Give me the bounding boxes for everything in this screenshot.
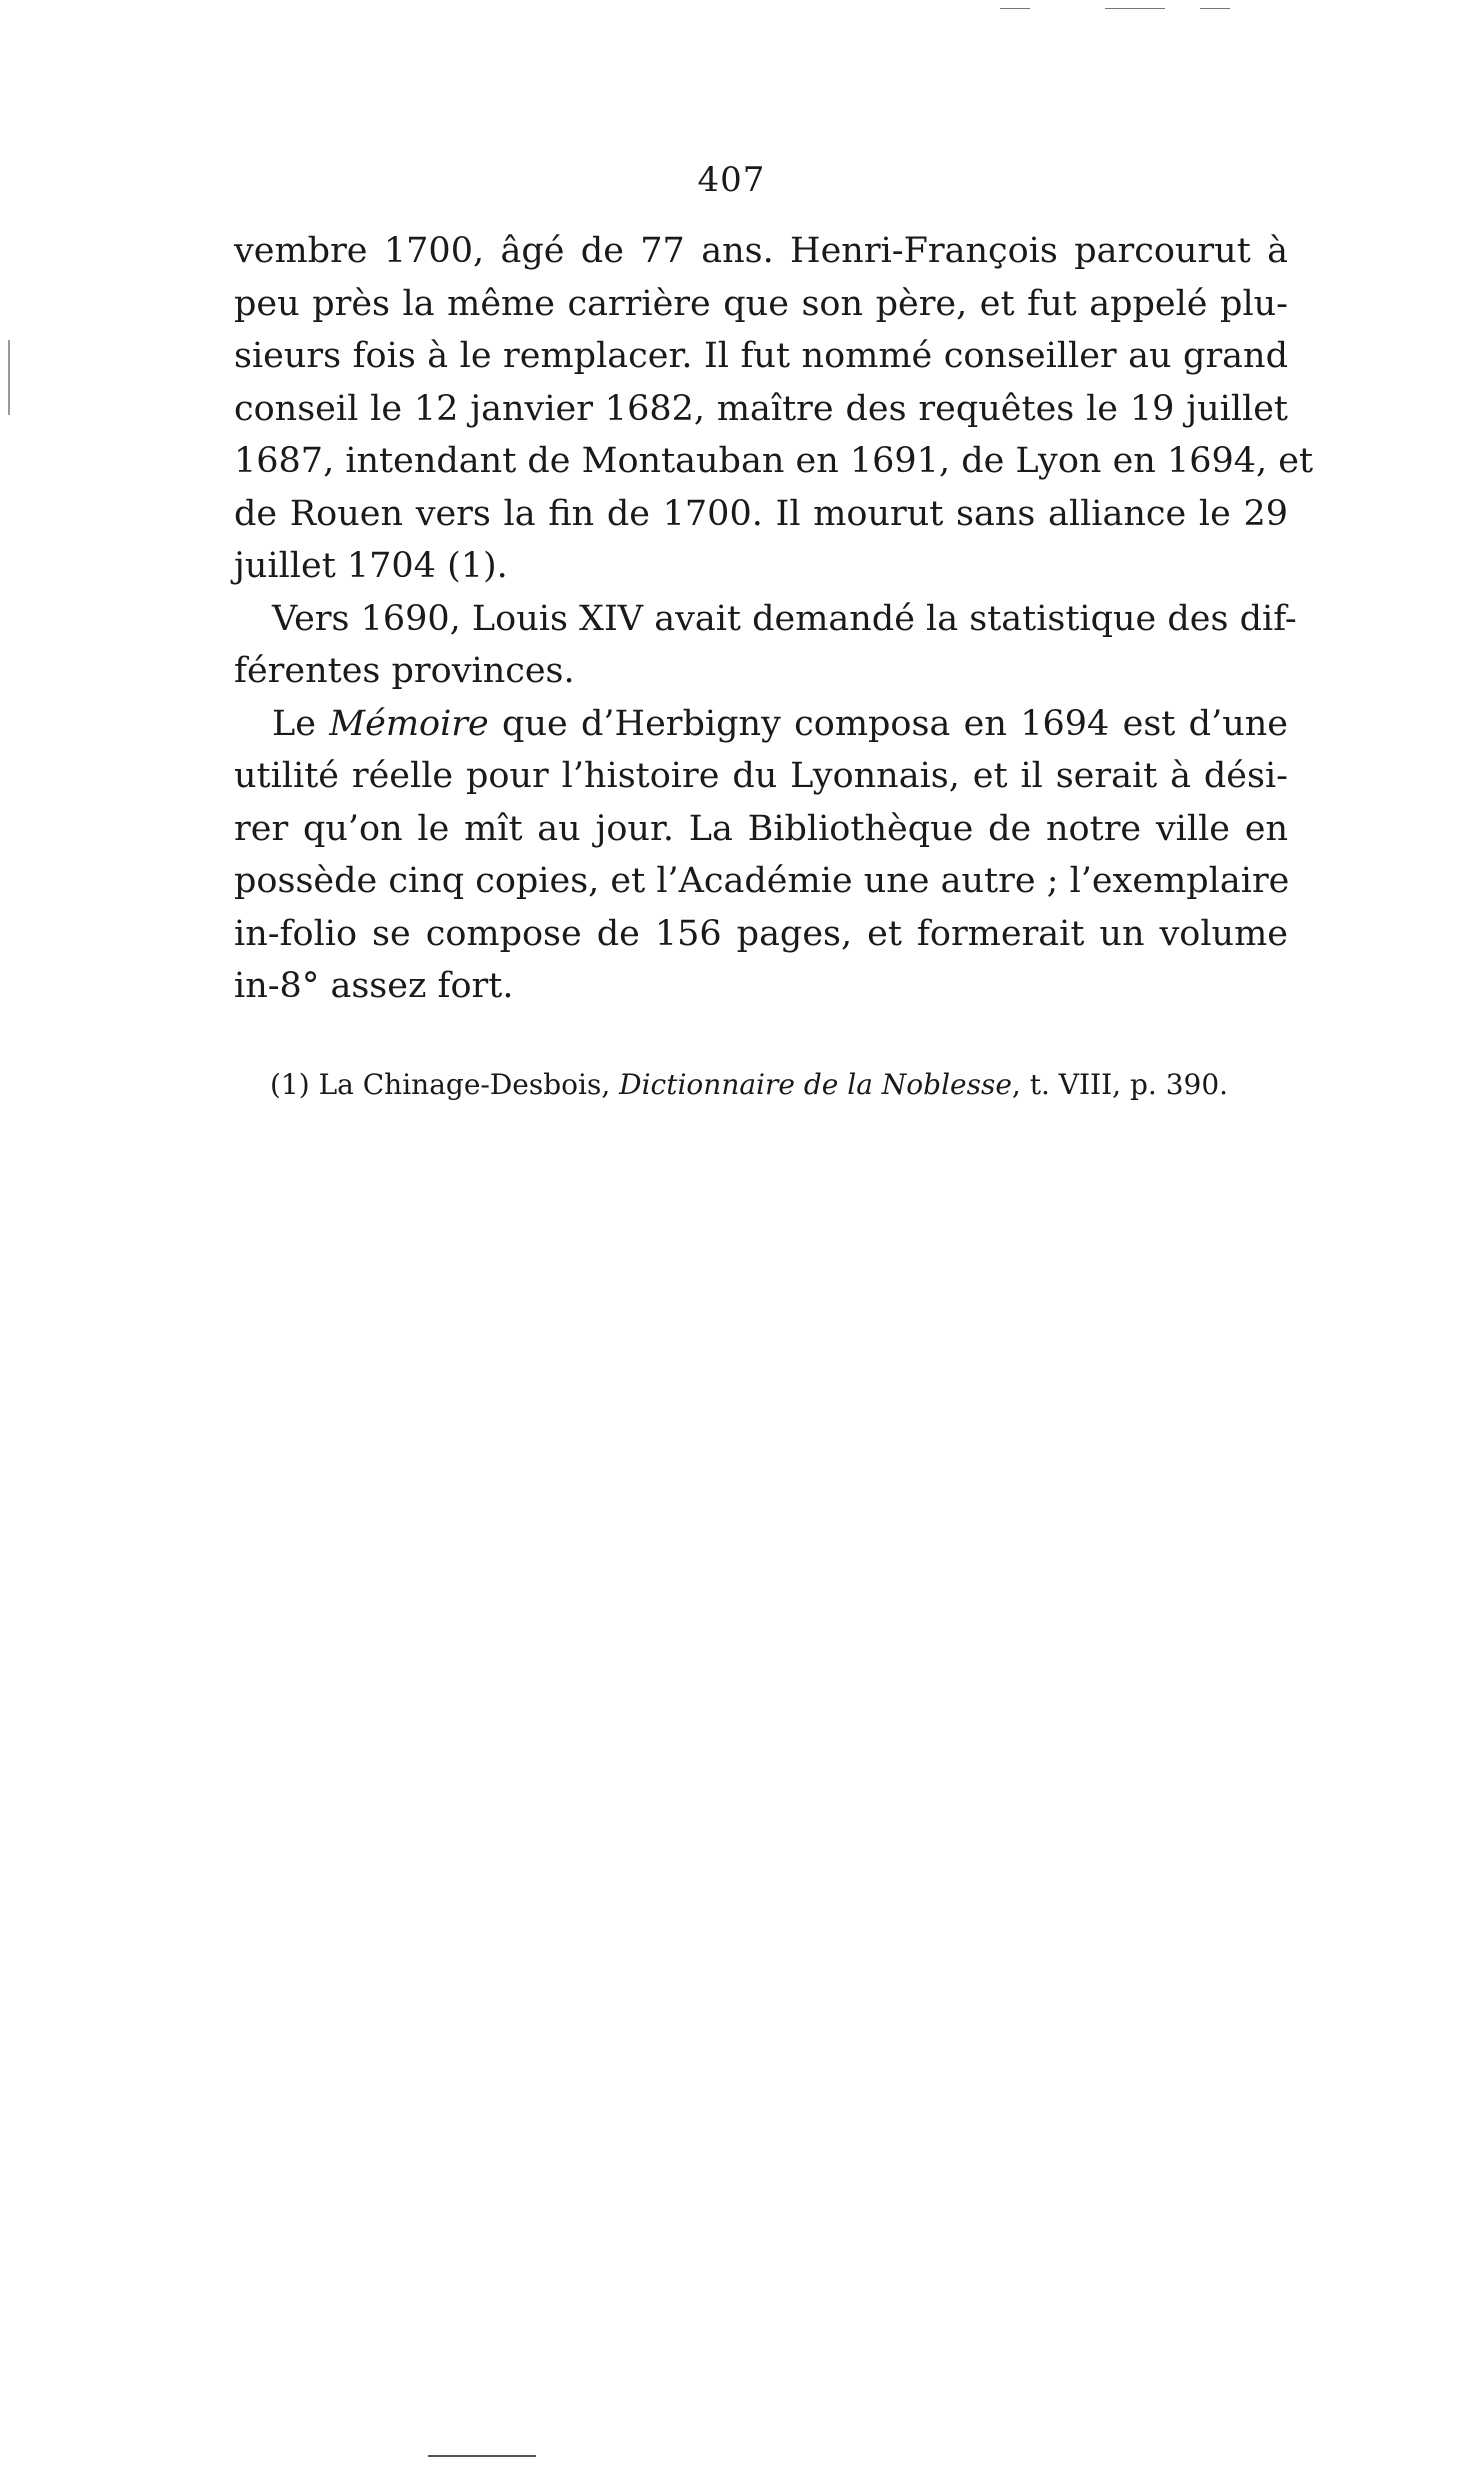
scan-edge-mark — [8, 340, 10, 415]
text-line: possède cinq copies, et l’Académie une autre ; l’exemplaire — [234, 861, 1290, 901]
page-number: 407 — [697, 160, 766, 200]
text-line: peu près la même carrière que son père, et fut appelé plu- — [234, 283, 1288, 324]
text-fragment: Le — [272, 703, 330, 744]
scan-edge-mark — [1105, 8, 1165, 9]
scan-edge-mark — [428, 2455, 536, 2457]
text-line: juillet 1704 (1). — [234, 546, 508, 586]
text-line: sieurs fois à le remplacer. Il fut nommé conseiller au grand — [234, 336, 1288, 376]
italic-title: Mémoire — [329, 703, 489, 744]
scan-edge-mark — [1000, 8, 1030, 9]
footnote-text: , t. VIII, p. 390. — [1011, 1068, 1229, 1101]
text-line: 1687, intendant de Montauban en 1691, de Lyon en 1694, et — [234, 441, 1314, 481]
text-line: férentes provinces. — [234, 651, 575, 691]
footnote-italic-title: Dictionnaire de la Noblesse — [619, 1068, 1012, 1101]
scan-edge-mark — [1200, 8, 1230, 9]
text-line: in-8° assez fort. — [234, 966, 514, 1006]
text-line: conseil le 12 janvier 1682, maître des requêtes le 19 juillet — [234, 388, 1288, 429]
text-fragment: que d’Herbigny composa en 1694 est d’une — [488, 703, 1288, 744]
text-line: utilité réelle pour l’histoire du Lyonnais, et il serait à dési- — [234, 756, 1288, 796]
text-line: vembre 1700, âgé de 77 ans. Henri-François parcourut à — [234, 231, 1288, 271]
text-line — [234, 698, 1288, 751]
body-text — [234, 225, 1314, 1013]
text-line: in-folio se compose de 156 pages, et formerait un volume — [234, 913, 1288, 954]
text-line: Vers 1690, Louis XIV avait demandé la statistique des dif- — [272, 598, 1297, 639]
footnote-text: (1) La Chinage-Desbois, — [270, 1068, 620, 1101]
footnote — [270, 1068, 1228, 1101]
text-line: de Rouen vers la fin de 1700. Il mourut sans alliance le 29 — [234, 493, 1288, 534]
text-line: rer qu’on le mît au jour. La Bibliothèque de notre ville en — [234, 808, 1288, 849]
